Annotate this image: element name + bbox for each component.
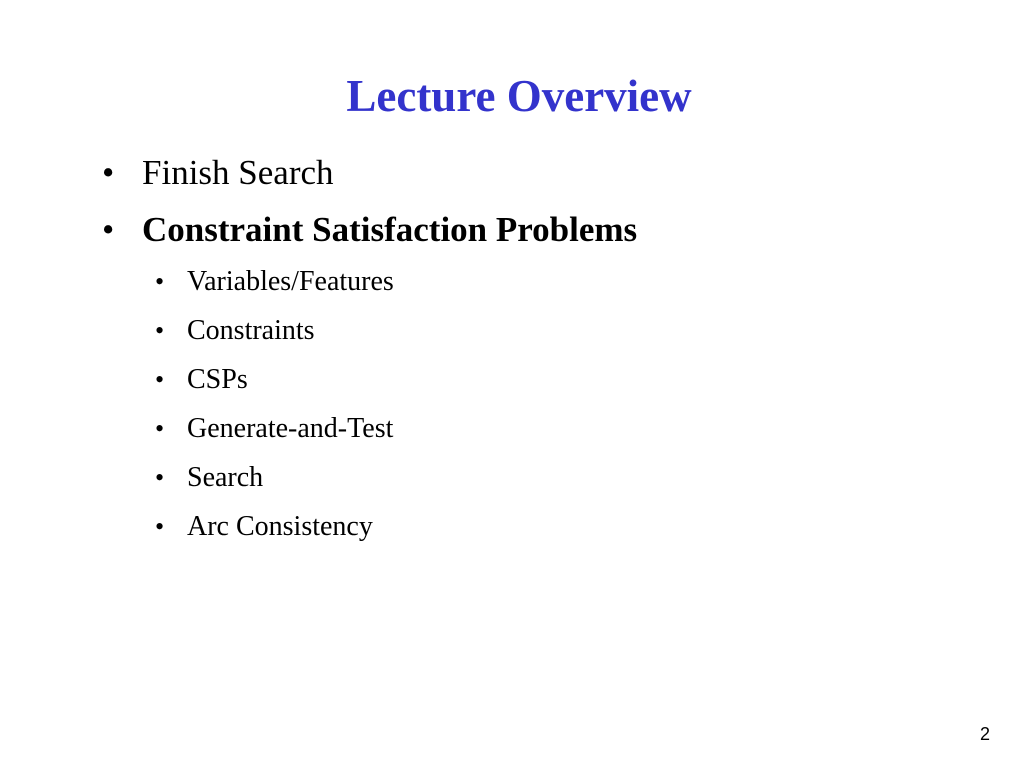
sub-bullet-item bbox=[155, 364, 248, 396]
sub-bullet-text: Arc Consistency bbox=[187, 511, 373, 542]
bullet-icon: • bbox=[102, 153, 115, 192]
sub-bullet-text: Variables/Features bbox=[187, 266, 394, 297]
sub-bullet-text: CSPs bbox=[187, 364, 248, 395]
sub-bullet-item bbox=[155, 266, 394, 298]
page-number: 2 bbox=[979, 724, 990, 744]
sub-bullet-item bbox=[155, 315, 315, 347]
bullet-item-csp bbox=[102, 210, 637, 250]
bullet-text: Constraint Satisfaction Problems bbox=[142, 210, 638, 249]
bullet-icon: • bbox=[155, 512, 165, 541]
sub-bullet-text: Generate-and-Test bbox=[187, 413, 394, 444]
sub-bullet-item bbox=[155, 462, 263, 494]
bullet-icon: • bbox=[155, 414, 165, 443]
bullet-icon: • bbox=[155, 463, 165, 492]
sub-bullet-text: Constraints bbox=[187, 315, 315, 346]
bullet-icon: • bbox=[155, 365, 165, 394]
bullet-item-finish-search bbox=[102, 153, 334, 193]
bullet-icon: • bbox=[155, 316, 165, 345]
sub-bullet-text: Search bbox=[187, 462, 264, 493]
sub-bullet-item bbox=[155, 413, 393, 445]
slide-title: Lecture Overview bbox=[346, 71, 692, 121]
bullet-icon: • bbox=[155, 267, 165, 296]
bullet-icon: • bbox=[102, 210, 115, 249]
bullet-text: Finish Search bbox=[142, 153, 334, 192]
sub-bullet-item bbox=[155, 511, 373, 543]
